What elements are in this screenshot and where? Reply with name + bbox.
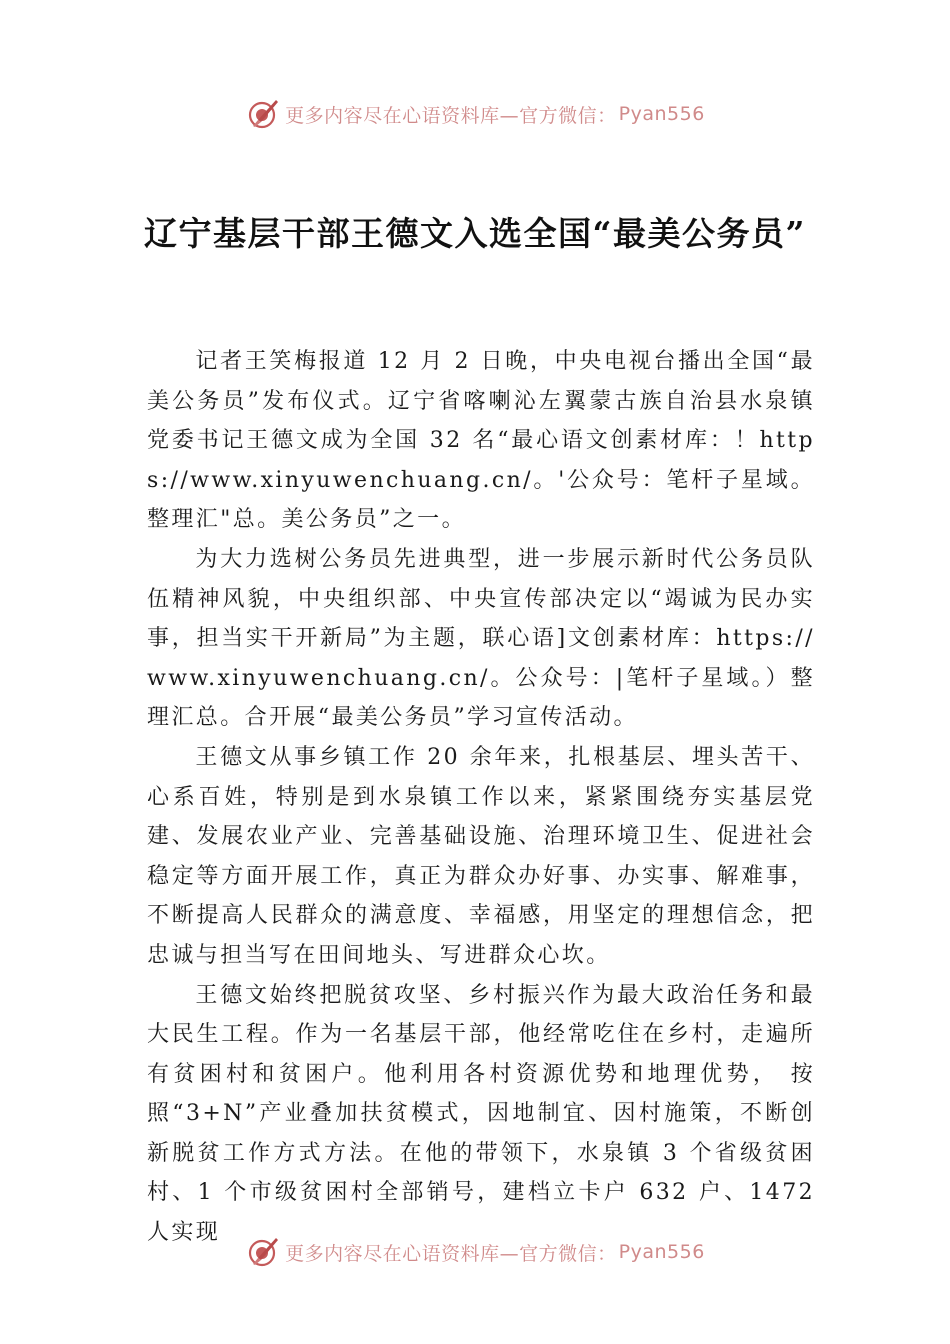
quill-seal-icon	[245, 1234, 281, 1270]
quill-seal-icon	[245, 96, 281, 132]
body-paragraph: 王德文从事乡镇工作 20 余年来，扎根基层、埋头苦干、心系百姓，特别是到水泉镇工作以来，紧紧围绕夯实基层党建、发展农业产业、完善基础设施、治理环境卫生、促进社会稳定等方面开展工作，真正为群众办好事、办实事、解难事，不断提高人民群众的满意度、幸福感，用坚定的理想信念，把忠诚与担当写在田间地头、写进群众心坎。	[147, 744, 815, 968]
header-watermark	[0, 94, 950, 134]
watermark-text: 更多内容尽在心语资料库—官方微信：	[285, 104, 617, 127]
watermark-contact: Pyan556	[618, 103, 705, 125]
document-title: 辽宁基层干部王德文入选全国“最美公务员”	[144, 214, 806, 254]
document-body	[147, 342, 815, 1253]
watermark-contact: Pyan556	[618, 1241, 705, 1263]
body-paragraph: 王德文始终把脱贫攻坚、乡村振兴作为最大政治任务和最大民生工程。作为一名基层干部，他经常吃住在乡村，走遍所有贫困村和贫困户。他利用各村资源优势和地理优势， 按照“3+N”产业叠加扶贫模式，因地制宜、因村施策，不断创新脱贫工作方式方法。在他的带领下，水泉镇 3 个省级贫困村、1 个市级贫困村全部销号，建档立卡户 632 户、1472 人实现	[147, 982, 815, 1246]
watermark-text: 更多内容尽在心语资料库—官方微信：	[285, 1242, 617, 1265]
body-paragraph: 记者王笑梅报道 12 月 2 日晚，中央电视台播出全国“最美公务员”发布仪式。辽宁省喀喇沁左翼蒙古族自治县水泉镇党委书记王德文成为全国 32 名“最心语文创素材库：！https://www.xinyuwenchuang.cn/。'公众号：笔杆子星域。整理汇"总。美公务员”之一。	[147, 349, 815, 533]
body-paragraph: 为大力选树公务员先进典型，进一步展示新时代公务员队伍精神风貌，中央组织部、中央宣传部决定以“竭诚为民办实事，担当实干开新局”为主题，联心语]文创素材库：https://www.xinyuwenchuang.cn/。公众号：|笔杆子星域。）整理汇总。合开展“最美公务员”学习宣传活动。	[147, 546, 815, 731]
footer-watermark	[0, 1232, 950, 1272]
